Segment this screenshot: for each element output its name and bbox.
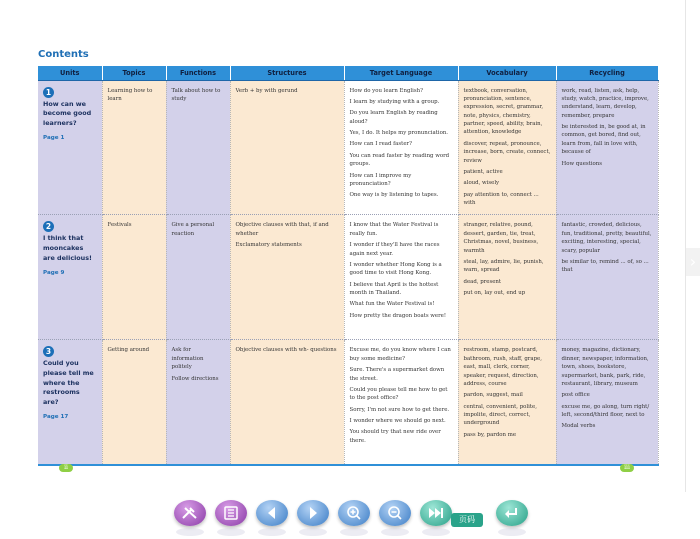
- target-language-cell-text: I wonder where we should go next.: [349, 418, 446, 424]
- vocabulary-cell-text: pardon, suggest, mail: [463, 392, 523, 399]
- list-icon: [221, 505, 241, 521]
- unit-cell: [38, 340, 102, 465]
- topics-cell-text: Learning how to learn: [107, 87, 153, 102]
- vocabulary-cell-text: pass by, pardon me: [463, 431, 517, 438]
- header-topics: Topics: [102, 66, 166, 80]
- skip-forward-icon: [426, 505, 446, 521]
- recycling-cell-text: Modal verbs: [561, 423, 596, 430]
- unit-page-link[interactable]: Page 17: [43, 414, 69, 421]
- header-functions: Functions: [166, 66, 230, 80]
- structures-cell-text: Exclamatory statements: [235, 242, 302, 249]
- structures-cell: [230, 215, 344, 340]
- functions-cell: [166, 215, 230, 340]
- vocabulary-cell-text: put on, lay out, end up: [463, 290, 526, 296]
- structures-cell-text: Objective clauses with wh- questions: [235, 347, 337, 354]
- target-language-cell-text: Sorry, I'm not sure how to get there.: [349, 406, 450, 413]
- target-language-cell-text: I believe that April is the hottest month in Thailand.: [349, 281, 439, 296]
- unit-page-link[interactable]: Page 9: [43, 270, 65, 277]
- target-language-cell-text: What fun the Water Festival is!: [349, 301, 435, 308]
- recycling-cell: [556, 215, 658, 340]
- page-number-right: iii: [620, 464, 634, 472]
- target-language-cell-text: How can I improve my pronunciation?: [349, 172, 412, 187]
- page-number-left: ii: [59, 464, 73, 472]
- target-language-cell: [344, 80, 458, 215]
- page-title: Contents: [38, 49, 89, 60]
- recycling-cell-text: How questions: [561, 160, 603, 167]
- vocabulary-cell: [458, 340, 556, 465]
- recycling-cell: [556, 80, 658, 215]
- recycling-cell-text: work, read, listen, ask, help, study, watch, practice, improve, understand, learn, develop, remember, prepare: [561, 87, 649, 119]
- unit-number-badge: 3: [43, 346, 54, 357]
- vocabulary-cell-text: patient, active: [463, 168, 503, 175]
- unit-row: [38, 80, 658, 215]
- unit-row: [38, 340, 658, 465]
- next-page-arrow-icon[interactable]: ›: [686, 248, 700, 276]
- target-language-cell: [344, 215, 458, 340]
- functions-cell-text: Follow directions: [171, 375, 219, 382]
- target-language-cell-text: I know that the Water Festival is really fun.: [349, 222, 439, 237]
- next-page-button[interactable]: [297, 500, 329, 526]
- header-structures: Structures: [230, 66, 344, 80]
- contents-button[interactable]: [215, 500, 247, 526]
- structures-cell-text: Objective clauses with that, if and whether: [235, 222, 329, 237]
- right-arrow-icon: [303, 505, 323, 521]
- target-language-cell-text: You can read faster by reading word groups.: [349, 152, 450, 168]
- recycling-cell-text: be similar to, remind ... of, so ... that: [561, 258, 649, 274]
- unit-cell: [38, 80, 102, 215]
- recycling-cell-text: be interested in, be good at, in common, get bored, find out, learn from, fall in love with, because of: [561, 124, 646, 156]
- table-header-row: [38, 66, 658, 80]
- recycling-cell-text: post office: [561, 392, 590, 399]
- target-language-cell-text: Sure. There's a supermarket down the street.: [349, 367, 445, 382]
- structures-cell: [230, 80, 344, 215]
- unit-title[interactable]: I think that mooncakes are delicious!: [43, 234, 92, 262]
- functions-cell-text: Talk about how to study: [171, 87, 221, 102]
- zoom-out-icon: [385, 505, 405, 521]
- zoom-in-icon: [344, 505, 364, 521]
- recycling-cell-text: fantastic, crowded, delicious, fun, traditional, pretty, beautiful, exciting, interesting, special, scary, popular: [561, 222, 652, 254]
- topics-cell: [102, 340, 166, 465]
- header-units: Units: [38, 66, 102, 80]
- functions-cell: [166, 80, 230, 215]
- functions-cell: [166, 340, 230, 465]
- vocabulary-cell-text: aloud, wisely: [463, 180, 500, 187]
- unit-number-badge: 2: [43, 221, 54, 232]
- target-language-cell-text: One way is by listening to tapes.: [349, 192, 439, 199]
- zoom-in-button[interactable]: [338, 500, 370, 526]
- target-language-cell-text: I wonder if they'll have the races again next year.: [349, 242, 440, 257]
- vocabulary-cell-text: stranger, relative, pound, dessert, garden, tie, treat, Christmas, novel, business, warmth: [463, 222, 539, 254]
- vocabulary-cell: [458, 215, 556, 340]
- topics-cell-text: Festivals: [107, 222, 132, 229]
- target-language-cell-text: Do you learn English by reading aloud?: [349, 110, 438, 125]
- tools-button[interactable]: [174, 500, 206, 526]
- vocabulary-cell-text: discover, repeat, pronounce, increase, born, create, connect, review: [463, 140, 551, 164]
- topics-cell: [102, 80, 166, 215]
- unit-title[interactable]: How can we become good learners?: [43, 99, 92, 127]
- functions-cell-text: Give a personal reaction: [171, 222, 215, 237]
- recycling-cell-text: money, magazine, dictionary, dinner, newspaper, information, town, shoes, bookstore, supermarket, bank, park, ride, restaurant, library, museum: [561, 347, 649, 387]
- target-language-cell: [344, 340, 458, 465]
- unit-page-link[interactable]: Page 1: [43, 135, 65, 142]
- topics-cell: [102, 215, 166, 340]
- go-to-page-button[interactable]: [420, 500, 452, 526]
- vocabulary-cell-text: textbook, conversation, pronunciation, sentence, expression, secret, grammar, note, physics, chemistry, partner, speed, ability, brain, attention, knowledge: [463, 87, 544, 136]
- target-language-cell-text: How do you learn English?: [349, 87, 423, 94]
- unit-cell: [38, 215, 102, 340]
- return-arrow-icon: [502, 505, 522, 521]
- recycling-cell: [556, 340, 658, 465]
- left-arrow-icon: [262, 505, 282, 521]
- vocabulary-cell: [458, 80, 556, 215]
- previous-page-button[interactable]: [256, 500, 288, 526]
- return-button[interactable]: [496, 500, 528, 526]
- vocabulary-cell-text: steal, lay, admire, lie, punish, warn, spread: [463, 258, 544, 274]
- zoom-out-button[interactable]: [379, 500, 411, 526]
- header-vocabulary: Vocabulary: [458, 66, 556, 80]
- target-language-cell-text: How can I read faster?: [349, 141, 412, 148]
- contents-table: [38, 66, 659, 466]
- unit-number-badge: 1: [43, 87, 54, 98]
- header-target-language: Target Language: [344, 66, 458, 80]
- unit-title[interactable]: Could you please tell me where the restrooms are?: [43, 359, 94, 406]
- tools-icon: [180, 505, 200, 521]
- functions-cell-text: Ask for information politely: [171, 347, 204, 371]
- target-language-cell-text: I wonder whether Hong Kong is a good time to visit Hong Kong.: [349, 261, 442, 277]
- vocabulary-cell-text: dead, present: [463, 278, 502, 285]
- vocabulary-cell-text: restroom, stamp, postcard, bathroom, rush, staff, grape, east, mall, clerk, corner, speaker, request, direction, address, course: [463, 347, 542, 387]
- structures-cell: [230, 340, 344, 465]
- target-language-cell-text: You should try that new ride over there.: [349, 429, 441, 444]
- target-language-cell-text: Yes, I do. It helps my pronunciation.: [349, 130, 449, 136]
- target-language-cell-text: I learn by studying with a group.: [349, 98, 440, 105]
- header-recycling: Recycling: [556, 66, 658, 80]
- recycling-cell-text: excuse me, go along, turn right/ left, second/third floor, next to: [561, 403, 650, 418]
- page-number-label[interactable]: 页码: [451, 513, 483, 527]
- target-language-cell-text: How pretty the dragon boats were!: [349, 312, 447, 319]
- topics-cell-text: Getting around: [107, 347, 150, 354]
- structures-cell-text: Verb + by with gerund: [235, 87, 298, 94]
- target-language-cell-text: Could you please tell me how to get to the post office?: [349, 386, 448, 402]
- reader-toolbar: [0, 492, 700, 539]
- vocabulary-cell-text: pay attention to, connect ... with: [463, 191, 539, 206]
- target-language-cell-text: Excuse me, do you know where I can buy some medicine?: [349, 347, 451, 362]
- vocabulary-cell-text: central, convenient, polite, impolite, direct, correct, underground: [463, 403, 537, 427]
- unit-row: [38, 215, 658, 340]
